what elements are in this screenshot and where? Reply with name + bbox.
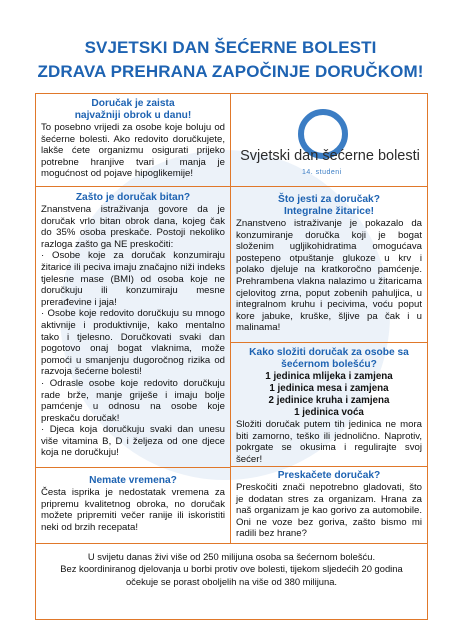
section-body: Preskočiti znači nepotrebno gladovati, što je dodatan stres za organizam. Hrana za naš organizam je kao gorivo za automobile. Oni ne voze bez goriva, zašto bismo mi radili bez hrane? [236,482,422,540]
bullet-item: · Odrasle osobe koje redovito doručkuju rade brže, manje griješe i imaju bolje pamćenje u odnosu na osobe koje preskaču doručak! [41,377,225,424]
section-heading: Kako složiti doručak za osobe sa [249,347,409,358]
section-heading: Nemate vremena? [89,475,177,486]
section-why-breakfast [41,192,225,459]
row-divider-right-3 [230,466,428,467]
footer-line: Bez koordiniranog djelovanja u borbi protiv ove bolesti, tijekom sljedećih 20 godina [60,563,403,575]
section-heading: Preskačete doručak? [277,470,381,481]
page-title-line1: SVJETSKI DAN ŠEĆERNE BOLESTI [84,38,377,57]
section-body: Znanstveno istraživanje je pokazalo da konzumiranje doručka koji je bogat složenim ugljikohidratima omogućava postepeno otpuštanje glukoze u krv i polako djeluje na kratkoročno pamćenje. Prehrambena vlakna nalazimo u žitaricama cjelovitog zrna, poput zobenih pahuljica, u integralnom kruhu i pecivima, voću poput kore jabuke, kruške, šljive pa čak i u malinama! [236,218,422,334]
row-divider-footer [35,543,428,544]
section-heading: Integralne žitarice! [283,206,375,217]
footer-line: očekuje se porast oboljelih na više od 380 milijuna. [125,575,338,587]
unit-item: 2 jedinice kruha i zamjena [268,395,390,406]
section-heading: Što jesti za doručak? [278,194,380,205]
page-title-line2: ZDRAVA PREHRANA ZAPOČINJE DORUČKOM! [37,62,424,81]
unit-item: 1 jedinica mlijeka i zamjena [265,371,393,382]
footer-line: U svijetu danas živi više od 250 milijuna osoba sa šećernom bolešću. [87,551,376,562]
column-divider [230,93,231,544]
section-heading: Doručak je zaista [91,98,175,109]
section-what-to-eat [236,194,422,334]
section-body: To posebno vrijedi za osobe koje boluju od šećerne bolesti. Ako redovito doručkujete, lakše ćete organizmu osigurati prijeko potrebne hranjive tvari i manja je mogućnost od pojave hipoglikemije! [41,122,225,180]
logo-date: 14. studeni [302,169,342,176]
bullet-item: · Djeca koja doručkuju svaki dan unesu više vitamina B, D i željeza od one djece koja ne doručkuju! [41,424,225,459]
row-divider-1 [35,186,428,187]
section-heading: Zašto je doručak bitan? [75,192,191,203]
section-body: Česta isprika je nedostatak vremena za pripremu kvalitetnog obroka, no doručak možete pripremiti večer ranije ili iskoristiti neki od brzih recepata! [41,487,225,533]
section-body: Složiti doručak putem tih jedinica ne mora biti zamorno, teško ili jednolično. Naprotiv, pokrgate se okusima i regulirajte svoj šećer! [236,419,422,465]
section-heading: najvažniji obrok u danu! [74,110,192,121]
row-divider-left-2 [35,467,231,468]
section-skip-breakfast [236,470,422,540]
section-intro: Znanstvena istraživanja govore da je doručak vrlo bitan obrok dana, kojeg čak do 35% osoba preskače. Postoji nekoliko razloga zašto ga NE preskočiti: [41,204,225,250]
bullet-item: · Osobe koje redovito doručkuju su mnogo aktivnije i produktivnije, kako mentalno tako i tjelesno. Doručkovati svaki dan pogotovo onaj bogat vlaknima, može pomoći u smanjenju dugoročnog rizika od razvoja šećerne bolesti! [41,308,225,378]
unit-item: 1 jedinica mesa i zamjena [269,383,389,394]
section-compose-breakfast [236,347,422,465]
unit-item: 1 jedinica voća [294,407,364,418]
section-breakfast-important [41,98,225,180]
section-no-time [41,475,225,533]
footer-statistics [40,551,423,588]
logo-title: Svjetski dan šećerne bolesti [240,148,420,164]
section-heading: šećernom bolešću? [281,359,377,370]
bullet-item: · Osobe koje za doručak konzumiraju žitarice ili peciva imaju značajno niži indeks tjelesne mase (BMI) od osoba koje ne doručkuju ili konzumiraju mesne prerađevine i jaja! [41,250,225,308]
row-divider-right-2 [230,342,428,343]
